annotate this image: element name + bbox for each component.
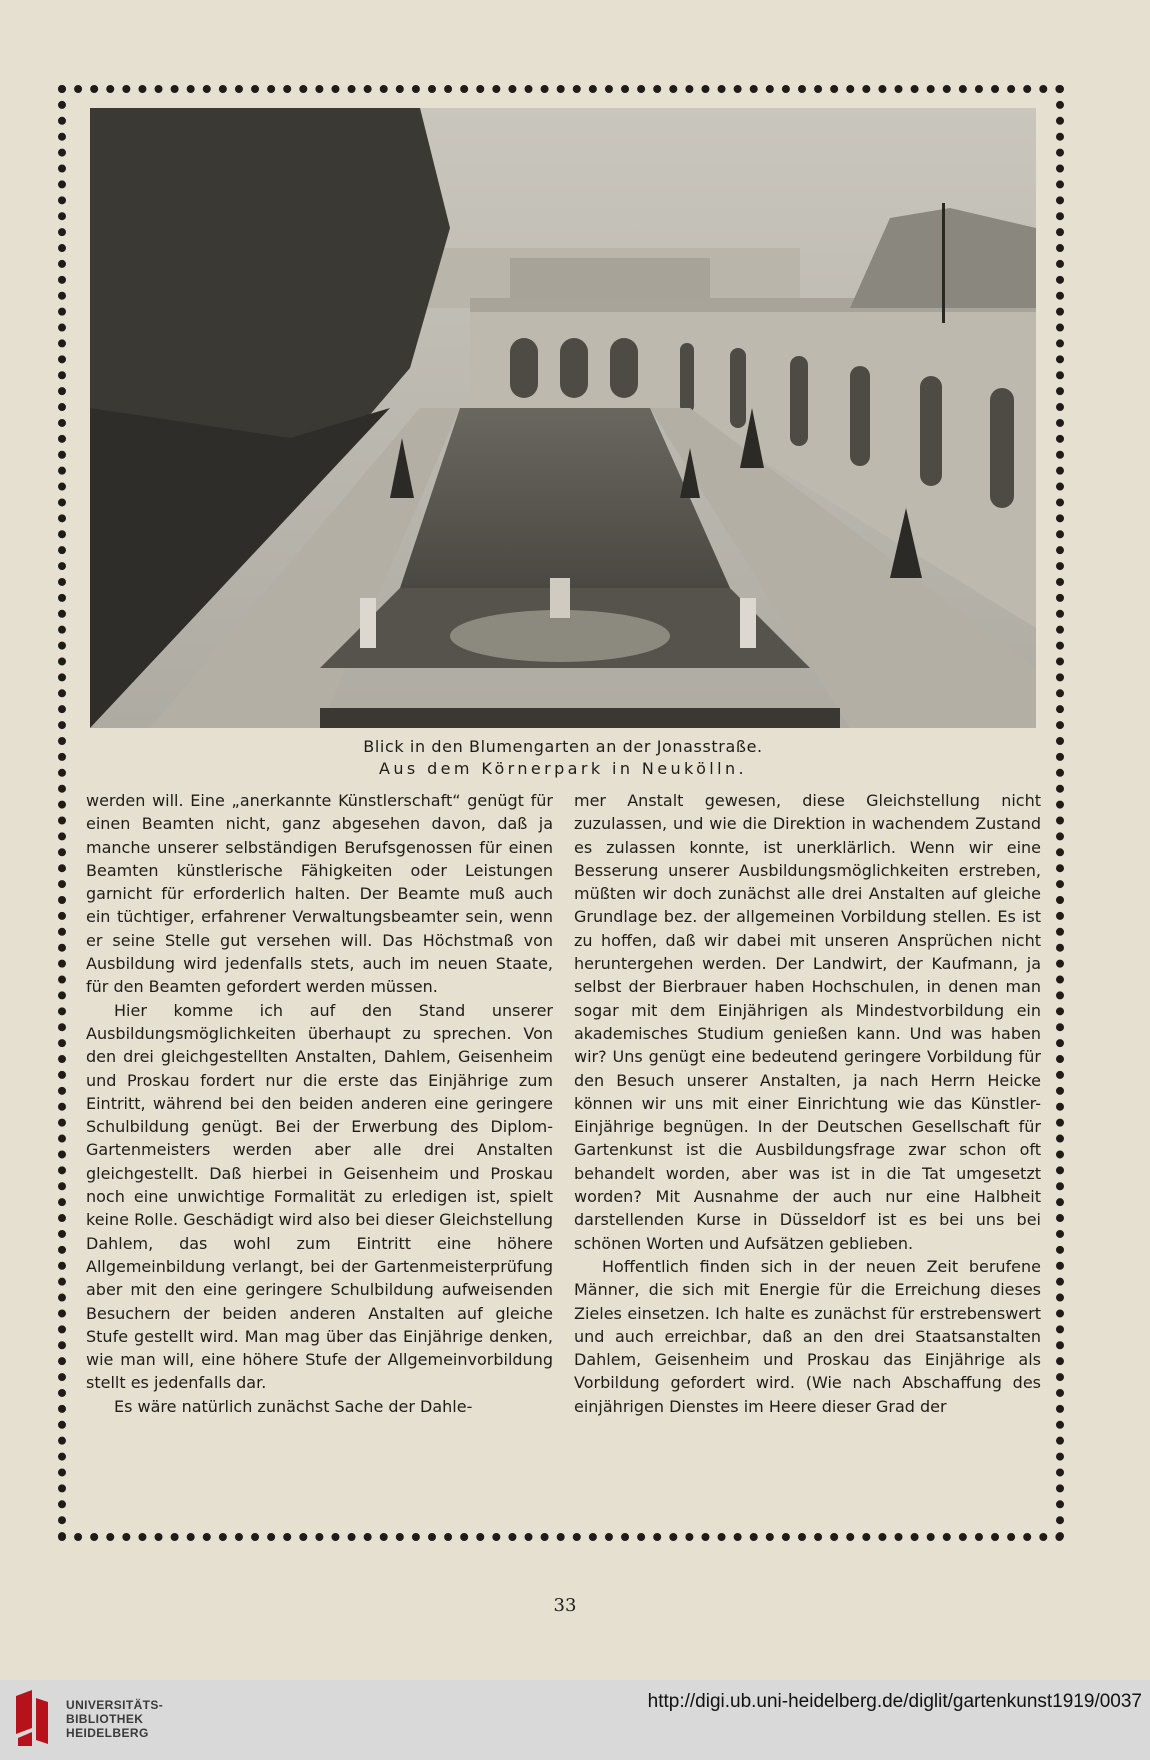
source-url-link[interactable]: http://digi.ub.uni-heidelberg.de/diglit/gartenkunst1919/0037 [647, 1691, 1142, 1712]
logo-line: BIBLIOTHEK [66, 1712, 144, 1726]
logo-line: UNIVERSITÄTS- [66, 1698, 164, 1712]
page-number: 33 [553, 1595, 577, 1616]
paragraph: mer Anstalt gewesen, diese Gleichstellung nicht zuzulassen, und wie die Direktion in wachendem Zustand es zulassen konnte, ist unerklärlich. Wenn wir eine Besserung unserer Ausbildungsmöglichkeiten erstreben, müßten wir doch zunächst alle drei Anstalten auf gleiche Grundlage bez. der allgemeinen Vorbildung stellen. Es ist zu hoffen, daß wir dabei mit unseren Ansprüchen nicht heruntergehen werden. Der Landwirt, der Kaufmann, ja selbst der Bierbrauer haben Hochschulen, in denen man sogar mit dem Einjährigen als Mindestvorbildung ein akademisches Studium genießen kann. Und was haben wir? Uns genügt eine bedeutend geringere Vorbildung für den Besuch unserer Anstalten, ja nach Herrn Heicke können wir uns mit einer Einrichtung wie das Künstler-Einjährige begnügen. In der Deutschen Gesellschaft für Gartenkunst ist die Ausbildungsfrage zwar schon oft behandelt worden, aber was ist in die Tat umgesetzt worden? Mit Ausnahme der auch nur eine Halbheit darstellenden Kurse in Düsseldorf ist es bei uns bei schönen Worten und Aufsätzen geblieben. [574, 791, 1041, 1253]
logo-line: HEIDELBERG [66, 1726, 149, 1740]
university-library-logo-icon [12, 1688, 52, 1748]
photo-caption-source: Aus dem Körnerpark in Neukölln. [378, 759, 748, 778]
paragraph: Hoffentlich finden sich in der neuen Zeit berufene Männer, die sich mit Energie für die Erreichung dieses Zieles einsetzen. Ich halte es zunächst für erstrebenswert und auch erreichbar, daß an den drei Staatsanstalten Dahlem, Geisenheim und Proskau das Einjährige als Vorbildung gefordert wird. (Wie nach Abschaffung des einjährigen Dienstes im Heere dieser Grad der [574, 1256, 1041, 1416]
garden-photograph [90, 108, 1036, 728]
paragraph: Es wäre natürlich zunächst Sache der Dahle- [114, 1396, 473, 1416]
library-logo-text [66, 1698, 163, 1740]
paragraph: Hier komme ich auf den Stand unserer Ausbildungsmöglichkeiten überhaupt zu sprechen. Von den drei gleichgestellten Anstalten, Dahlem, Geisenheim und Proskau fordert nur die erste das Einjährige zum Eintritt, während bei den beiden anderen eine geringere Schulbildung genügt. Bei der Erwerbung des Diplom-Gartenmeisters werden aber alle drei Anstalten gleichgestellt. Daß hierbei in Geisenheim und Proskau noch eine unwichtige Formalität zu erledigen ist, spielt keine Rolle. Geschädigt wird also bei dieser Gleichstellung Dahlem, das wohl zum Eintritt eine höhere Allgemeinbildung verlangt, bei der Gartenmeisterprüfung aber mit den eine geringere Schulbildung aufweisenden Besuchern der beiden anderen Anstalten auf gleiche Stufe gestellt wird. Man mag über das Einjährige denken, wie man will, eine höhere Stufe der Allgemeinvorbildung stellt es jedenfalls dar. [86, 1000, 553, 1393]
text-column-right [574, 789, 1041, 1539]
garden-photo-drawing [90, 108, 1036, 728]
photo-caption-title: Blick in den Blumengarten an der Jonasstraße. [363, 737, 763, 756]
text-column-left [86, 789, 553, 1539]
paragraph: werden will. Eine „anerkannte Künstlerschaft“ genügt für einen Beamten nicht, ganz abgesehen davon, daß ja manche unserer selbständigen Berufsgenossen für einen Beamten künstlerische Fähigkeiten oder Leistungen garnicht für erforderlich halten. Der Beamte muß auch ein tüchtiger, erfahrener Verwaltungsbeamter sein, wenn er seine Stelle gut versehen will. Das Höchstmaß von Ausbildung wird jedenfalls stets, auch im neuen Staate, für den Beamten gefordert werden müssen. [86, 791, 553, 997]
